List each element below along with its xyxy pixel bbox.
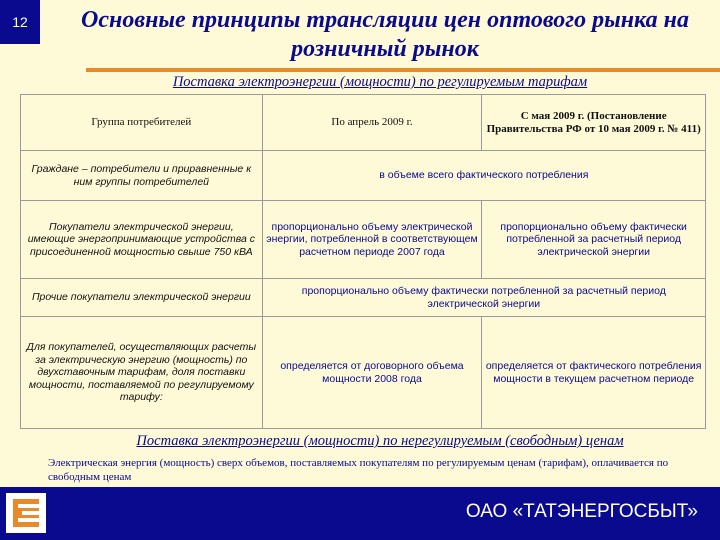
title-underline: [86, 68, 720, 72]
table-row: [21, 317, 706, 429]
company-name: ОАО «ТАТЭНЕРГОСБЫТ»: [465, 501, 698, 522]
company-logo-icon: [4, 491, 48, 535]
table-row: [21, 279, 706, 317]
row-group: Для покупателей, осуществляющих расчеты за электрическую энергию (мощность) по двухставочным тарифам, доля поставки мощности, поставляемой по регулируемому тарифу:: [21, 317, 263, 429]
row-group: Покупатели электрической энергии, имеющие энергопринимающие устройства с присоединенной мощностью свыше 750 кВА: [21, 201, 263, 279]
section-heading-regulated: Поставка электроэнергии (мощности) по регулируемым тарифам: [172, 74, 588, 90]
table-row: [21, 151, 706, 201]
section-heading-free: Поставка электроэнергии (мощности) по нерегулируемым (свободным) ценам: [136, 433, 624, 449]
row-value-until: определяется от договорного объема мощности 2008 года: [262, 317, 482, 429]
row-value-merged: в объеме всего фактического потребления: [262, 151, 705, 201]
tariff-table: [20, 94, 706, 429]
row-value-since: определяется от фактического потребления мощности в текущем расчетном периоде: [482, 317, 706, 429]
slide-number: 12: [0, 0, 40, 44]
free-price-note: Электрическая энергия (мощность) сверх объемов, поставляемых покупателям по регулируемым ценам (тарифам), оплачивается по свободным ценам: [48, 457, 669, 483]
table-header-row: [21, 95, 706, 151]
footer-bar: [0, 487, 720, 540]
row-group: Граждане – потребители и приравненные к ним группы потребителей: [21, 151, 263, 201]
header-group: Группа потребителей: [21, 95, 263, 151]
row-value-merged: пропорционально объему фактически потребленной за расчетный период электрической энергии: [262, 279, 705, 317]
row-value-since: пропорционально объему фактически потребленной за расчетный период электрической энергии: [482, 201, 706, 279]
table-row: [21, 201, 706, 279]
row-group: Прочие покупатели электрической энергии: [21, 279, 263, 317]
header-since-may-2009: С мая 2009 г. (Постановление Правительства РФ от 10 мая 2009 г. № 411): [482, 95, 706, 151]
header-until-april-2009: По апрель 2009 г.: [262, 95, 482, 151]
row-value-until: пропорционально объему электрической энергии, потребленной в соответствующем расчетном периоде 2007 года: [262, 201, 482, 279]
page-title: Основные принципы трансляции цен оптового рынка на розничный рынок: [81, 7, 689, 62]
